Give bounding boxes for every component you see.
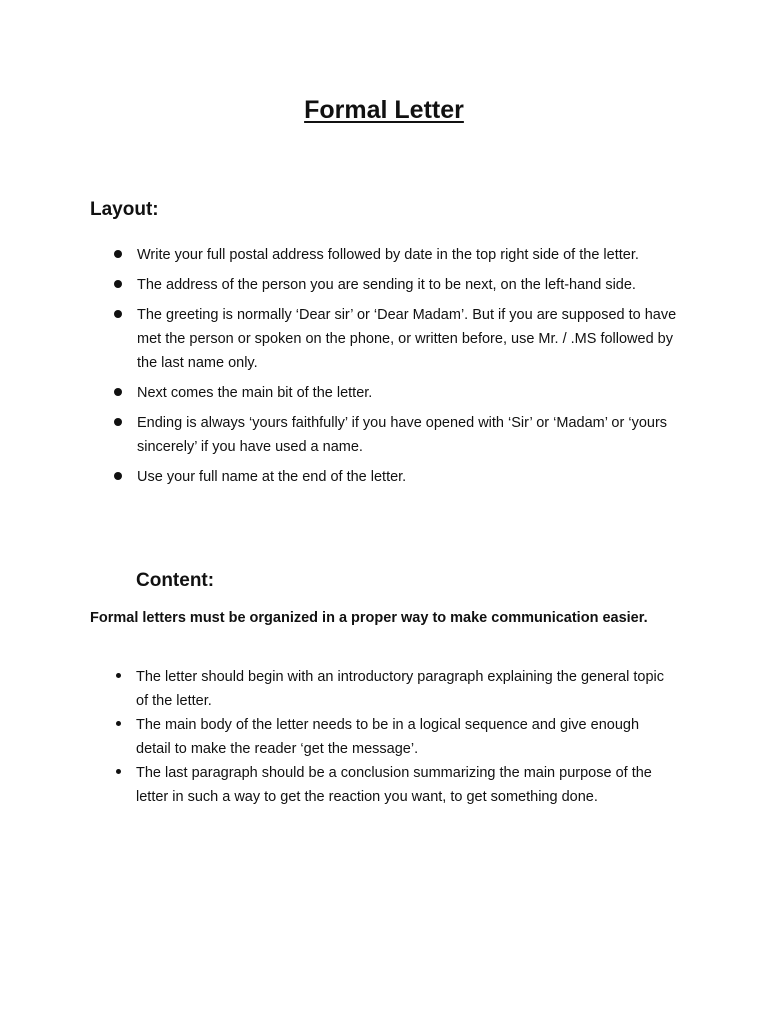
layout-list-item: The address of the person you are sending it to be next, on the left-hand side.	[110, 273, 690, 297]
page-title	[0, 96, 768, 125]
content-intro: Formal letters must be organized in a proper way to make communication easier.	[90, 610, 648, 626]
content-list-item: The letter should begin with an introductory paragraph explaining the general topic of the letter.	[110, 665, 670, 713]
layout-list-item: Ending is always ‘yours faithfully’ if you have opened with ‘Sir’ or ‘Madam’ or ‘yours sincerely’ if you have used a name.	[110, 411, 690, 459]
content-list	[110, 665, 670, 809]
layout-list-item: Write your full postal address followed by date in the top right side of the letter.	[110, 243, 690, 267]
content-heading: Content:	[136, 570, 215, 591]
content-list-item: The last paragraph should be a conclusion summarizing the main purpose of the letter in such a way to get the reaction you want, to get something done.	[110, 761, 670, 809]
layout-list	[110, 243, 690, 495]
content-list-item: The main body of the letter needs to be in a logical sequence and give enough detail to make the reader ‘get the message’.	[110, 713, 670, 761]
page-title-text: Formal Letter	[304, 96, 464, 124]
layout-list-item: The greeting is normally ‘Dear sir’ or ‘Dear Madam’. But if you are supposed to have met the person or spoken on the phone, or written before, use Mr. / .MS followed by the last name only.	[110, 303, 690, 375]
layout-list-item: Next comes the main bit of the letter.	[110, 381, 690, 405]
layout-list-item: Use your full name at the end of the letter.	[110, 465, 690, 489]
layout-heading: Layout:	[90, 199, 159, 220]
